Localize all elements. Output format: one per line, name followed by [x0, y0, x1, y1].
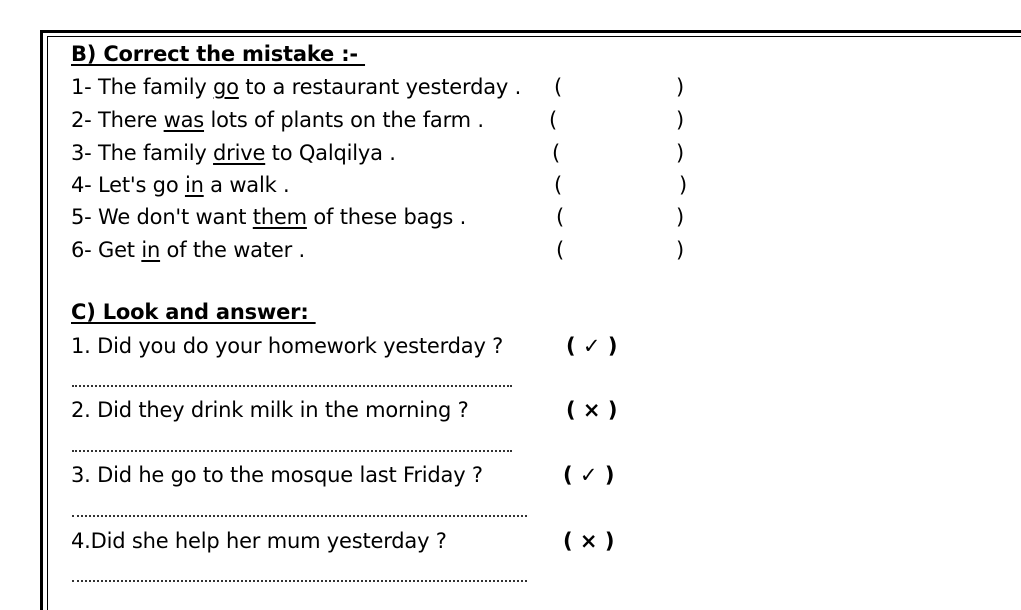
section-c-heading: C) Look and answer: — [71, 300, 316, 324]
answer-open-paren: ( — [552, 141, 561, 165]
underlined-word: in — [141, 238, 161, 262]
sentence-4 — [71, 172, 290, 198]
sentence-text: 5- We don't want — [71, 205, 253, 229]
sentence-text: of the water . — [160, 238, 305, 262]
answer-open-paren: ( — [549, 108, 558, 132]
answer-close-paren: ) — [676, 108, 685, 132]
cross-mark: ( × ) — [563, 529, 615, 553]
sentence-text: lots of plants on the farm . — [204, 108, 484, 132]
sentence-2 — [71, 107, 484, 133]
answer-open-paren: ( — [556, 205, 565, 229]
sentence-5 — [71, 204, 466, 230]
sentence-text: 1- The family — [71, 75, 214, 99]
sentence-text: 3- The family — [71, 141, 214, 165]
answer-open-paren: ( — [554, 75, 563, 99]
answer-close-paren: ) — [679, 173, 688, 197]
section-b-heading: B) Correct the mistake :- — [71, 42, 366, 66]
question-4: 4.Did she help her mum yesterday ? — [71, 529, 447, 553]
sentence-text: to a restaurant yesterday . — [238, 75, 522, 99]
sentence-6 — [71, 237, 305, 263]
cross-mark: ( × ) — [566, 398, 618, 422]
underlined-word: go — [213, 75, 239, 99]
sentence-text: 4- Let's go — [71, 173, 185, 197]
answer-open-paren: ( — [554, 173, 563, 197]
sentence-text: of these bags . — [306, 205, 467, 229]
sentence-text: to Qalqilya . — [265, 141, 396, 165]
sentence-text: a walk . — [203, 173, 290, 197]
underlined-word: drive — [213, 141, 266, 165]
answer-line[interactable] — [72, 450, 512, 452]
underlined-word: them — [252, 205, 307, 229]
check-mark: ( ✓ ) — [563, 463, 615, 487]
sentence-text: 6- Get — [71, 238, 142, 262]
answer-close-paren: ) — [676, 75, 685, 99]
question-3: 3. Did he go to the mosque last Friday ? — [71, 463, 483, 487]
answer-close-paren: ) — [676, 238, 685, 262]
answer-line[interactable] — [72, 515, 527, 517]
sentence-3 — [71, 140, 396, 166]
answer-close-paren: ) — [676, 141, 685, 165]
question-2: 2. Did they drink milk in the morning ? — [71, 398, 469, 422]
answer-close-paren: ) — [676, 205, 685, 229]
answer-line[interactable] — [72, 580, 527, 582]
underlined-word: in — [184, 173, 204, 197]
check-mark: ( ✓ ) — [566, 334, 618, 358]
sentence-1 — [71, 74, 521, 100]
underlined-word: was — [163, 108, 205, 132]
sentence-text: 2- There — [71, 108, 164, 132]
answer-line[interactable] — [72, 385, 512, 387]
answer-open-paren: ( — [556, 238, 565, 262]
question-1: 1. Did you do your homework yesterday ? — [71, 334, 504, 358]
